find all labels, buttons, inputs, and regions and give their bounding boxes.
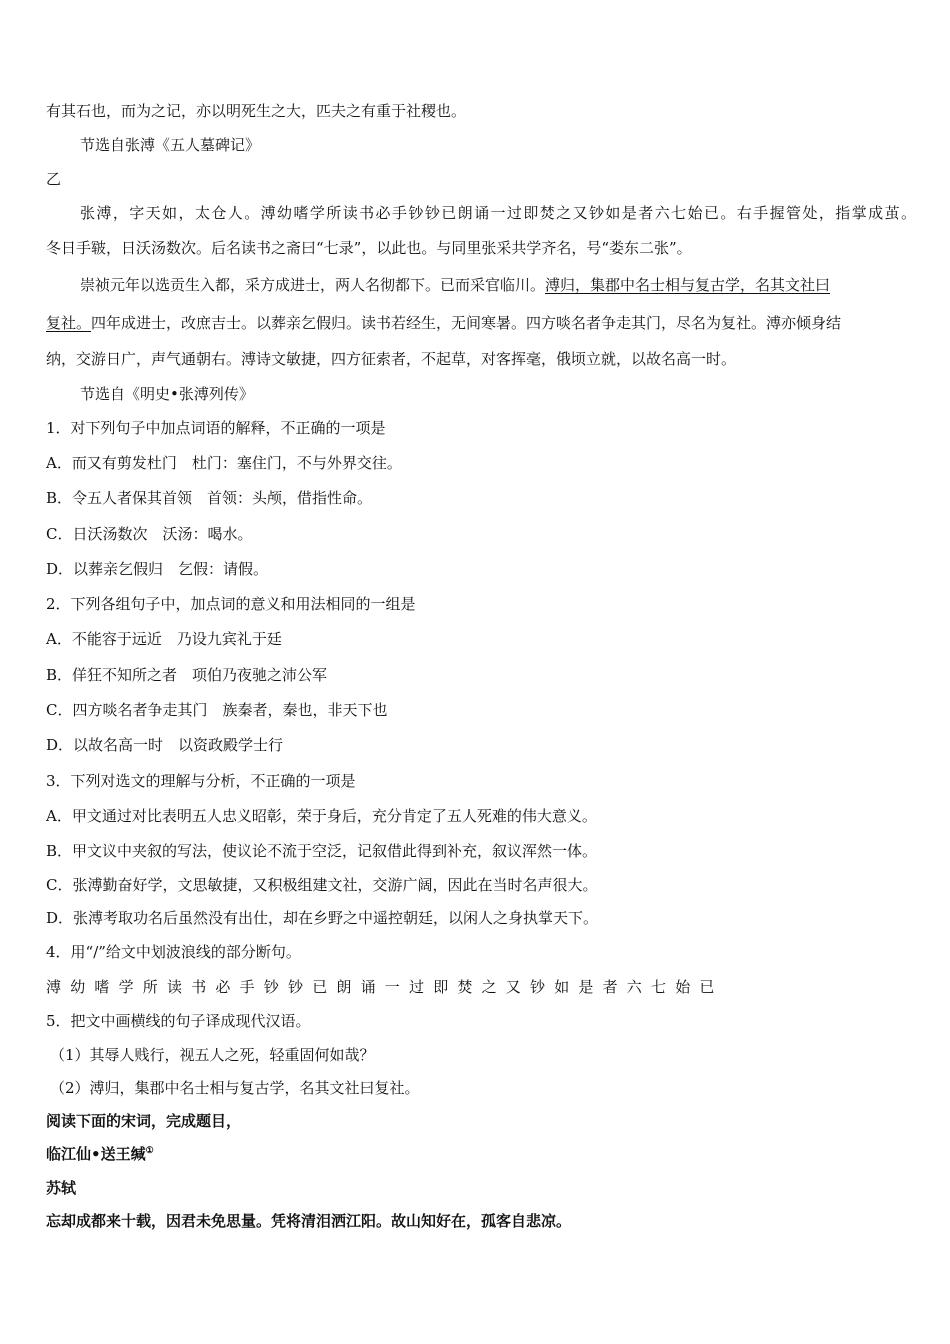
poem-author: 苏轼 [46,1179,77,1197]
underlined-sentence-part-1: 溥归，集郡中名士相与复古学，名其文社曰 [545,276,831,294]
poem-line-1: 忘却成都来十载，因君未免思量。凭将清泪洒江阳。故山知好在，孤客自悲凉。 [46,1212,572,1230]
question-1-option-a: A．而又有剪发杜门 杜门：塞住门，不与外界交往。 [46,454,402,472]
question-2: 2．下列各组句子中，加点词的意义和用法相同的一组是 [46,595,416,613]
yi-paragraph-2-line-2 [46,313,914,333]
question-1-option-c: C．日沃汤数次 沃汤：喝水。 [46,525,253,543]
question-5-part-2: （2）溥归，集郡中名士相与复古学，名其文社曰复社。 [50,1079,420,1097]
question-3-option-c: C．张溥勤奋好学，文思敏捷，又积极组建文社，交游广阔，因此在当时名声很大。 [46,876,598,894]
question-2-option-d: D．以故名高一时 以资政殿学士行 [46,736,284,754]
question-5: 5．把文中画横线的句子译成现代汉语。 [46,1012,311,1030]
question-1: 1．对下列句子中加点词语的解释，不正确的一项是 [46,419,386,437]
yi-plain-text: 四年成进士，改庶吉士。以葬亲乞假归。读书若经生，无间寒暑。四方啖名者争走其门，尽名为复社。溥亦倾身结 [91,314,842,332]
question-1-option-b: B．令五人者保其首领 首领：头颅，借指性命。 [46,489,373,507]
question-3-option-b: B．甲文议中夹叙的写法，使议论不流于空泛，记叙借此得到补充，叙议浑然一体。 [46,842,598,860]
yi-paragraph-1-line-1: 张溥，字天如，太仓人。溥幼嗜学所读书必手钞钞已朗诵一过即焚之又钞如是者六七始已。右手握管处，指掌成茧。 [80,204,916,222]
yi-plain-text: 崇祯元年以选贡生入都，采方成进士，两人名彻都下。已而采官临川。 [80,276,546,294]
footnote-marker: ① [145,1146,154,1156]
yi-source: 节选自《明史•张溥列传》 [80,385,254,403]
jia-text-end: 有其石也，而为之记，亦以明死生之大，匹夫之有重于社稷也。 [46,102,467,120]
question-3-option-a: A．甲文通过对比表明五人忠义昭彰，荣于身后，充分肯定了五人死难的伟大意义。 [46,807,597,825]
underlined-sentence-part-2: 复社。 [46,314,92,332]
question-5-part-1: （1）其辱人贱行，视五人之死，轻重固何如哉？ [50,1046,375,1064]
poem-title [46,1144,914,1164]
yi-label: 乙 [46,170,62,188]
yi-paragraph-1-line-2: 冬日手皲，日沃汤数次。后名读书之斋曰“七录”，以此也。与同里张采共学齐名，号“娄东二张”。 [46,239,692,257]
poem-title-text: 临江仙•送王缄 [46,1145,146,1163]
question-2-option-a: A．不能容于远近 乃设九宾礼于廷 [46,630,282,648]
question-3-option-d: D．张溥考取功名后虽然没有出仕，却在乡野之中遥控朝廷，以闲人之身执掌天下。 [46,909,599,927]
question-3: 3．下列对选文的理解与分析，不正确的一项是 [46,772,356,790]
yi-paragraph-2-line-3: 纳，交游日广，声气通朝右。溥诗文敏捷，四方征索者，不起草，对客挥毫，俄顷立就，以故名高一时。 [46,350,737,368]
question-2-option-b: B．佯狂不知所之者 项伯乃夜驰之沛公军 [46,666,328,684]
question-4-text: 溥幼嗜学所读书必手钞钞已朗诵一过即焚之又钞如是者六七始已 [46,978,724,996]
jia-source: 节选自张溥《五人墓碑记》 [80,136,261,154]
question-2-option-c: C．四方啖名者争走其门 族秦者，秦也，非天下也 [46,701,388,719]
question-1-option-d: D．以葬亲乞假归 乞假：请假。 [46,560,269,578]
question-4: 4．用“/”给文中划波浪线的部分断句。 [46,943,301,961]
poem-instruction: 阅读下面的宋词，完成题目， [46,1112,242,1130]
yi-paragraph-2-line-1 [80,275,906,295]
